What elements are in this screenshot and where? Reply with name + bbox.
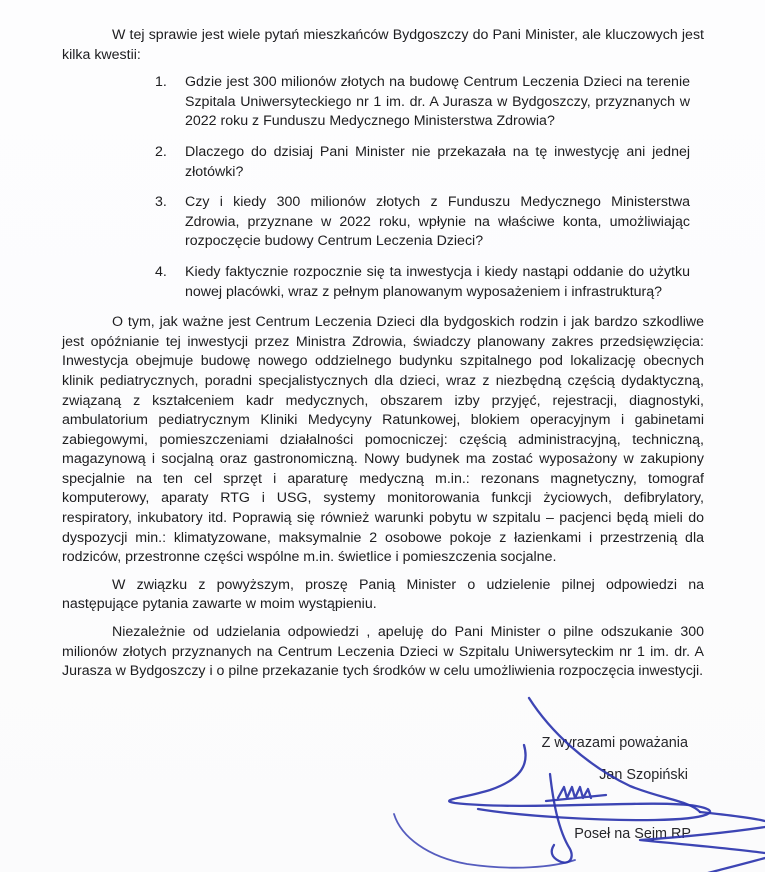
signature-stroke-bottom-curve: [394, 814, 575, 868]
signer-name: Jan Szopiński: [599, 767, 688, 783]
intro-paragraph: W tej sprawie jest wiele pytań mieszkańców Bydgoszczy do Pani Minister, ale kluczowych jest kilka kwestii:: [62, 27, 704, 63]
question-item-2: Dlaczego do dzisiaj Pani Minister nie przekazała na tę inwestycję ani jednej złotówki?: [185, 143, 690, 180]
signature-stroke-initials: [546, 787, 606, 801]
question-item-1: Gdzie jest 300 milionów złotych na budowę Centrum Leczenia Dzieci na terenie Szpitala Uniwersyteckiego nr 1 im. dr. A Jurasza w Bydgoszczy, przyznanych w 2022 roku z Funduszu Medycznego Ministerstwa Zdrowia?: [185, 74, 690, 130]
signer-title: Poseł na Sejm RP: [574, 826, 691, 842]
body-paragraph-request: W związku z powyższym, proszę Panią Minister o udzielenie pilnej odpowiedzi na następujące pytania zawarte w moim wystąpieniu.: [62, 576, 704, 613]
letter-body: [62, 26, 704, 690]
questions-list: [62, 73, 704, 302]
body-paragraph-appeal: Niezależnie od udzielania odpowiedzi , apeluję do Pani Minister o pilne odszukanie 300 milionów złotych przyznanych na Centrum Leczenia Dzieci w Szpitalu Uniwersyteckim nr 1 im. dr. A Jurasza w Bydgoszczy i o pilne przekazanie tych środków w celu umożliwienia rozpoczęcia inwestycji.: [62, 624, 704, 680]
signature-stroke-right-lines: [640, 812, 765, 872]
signature-stroke-vertical: [550, 774, 572, 863]
closing-salutation: Z wyrazami poważania: [541, 735, 688, 751]
question-item-3: Czy i kiedy 300 milionów złotych z Funduszu Medycznego Ministerstwa Zdrowia, przyznane w 2022 roku, wpłynie na właściwe konta, umożliwiając rozpoczęcie budowy Centrum Leczenia Dzieci?: [185, 194, 690, 250]
body-paragraph-scope: O tym, jak ważne jest Centrum Leczenia Dzieci dla bydgoskich rodzin i jak bardzo szkodliwe jest opóźnianie tej inwestycji przez Ministra Zdrowia, świadczy planowany zakres przedsięwzięcia: Inwestycja obejmuje budowę nowego oddzielnego budynku szpitalnego pod lokalizację obecnych klinik pediatrycznych, poradni specjalistycznych dla dzieci, wraz z niezbędną częścią dydaktyczną, związaną z kształceniem kadr medycznych, obszarem izby przyjęć, rejestracji, diagnostyki, ambulatorium pediatrycznym Kliniki Medycyny Ratunkowej, blokiem operacyjnym i gabinetami zabiegowymi, pomieszczeniami działalności pomocniczej: częścią administracyjną, techniczną, magazynową i socjalną oraz gastronomiczną. Nowy budynek ma zostać wyposażony w zakupiony specjalnie na ten cel sprzęt i aparaturę medyczną m.in.: rezonans magnetyczny, tomograf komputerowy, aparaty RTG i USG, systemy monitorowania funkcji życiowych, defibrylatory, respiratory, inkubatory itd. Poprawią się również warunki pobytu w szpitalu – pacjenci będą mieli do dyspozycji min.: klimatyzowane, maksymalnie 2 osobowe pokoje z łazienkami i przestrzenią dla rodziców, przestronne części wspólne m.in. świetlice i pomieszczenia socjalne.: [62, 314, 704, 566]
question-item-4: Kiedy faktycznie rozpocznie się ta inwestycja i kiedy nastąpi oddanie do użytku nowej placówki, wraz z pełnym planowanym wyposażeniem i infrastrukturą?: [185, 263, 690, 300]
handwritten-signature-ink: [378, 688, 765, 872]
signature-stroke-diagonal: [529, 698, 700, 812]
